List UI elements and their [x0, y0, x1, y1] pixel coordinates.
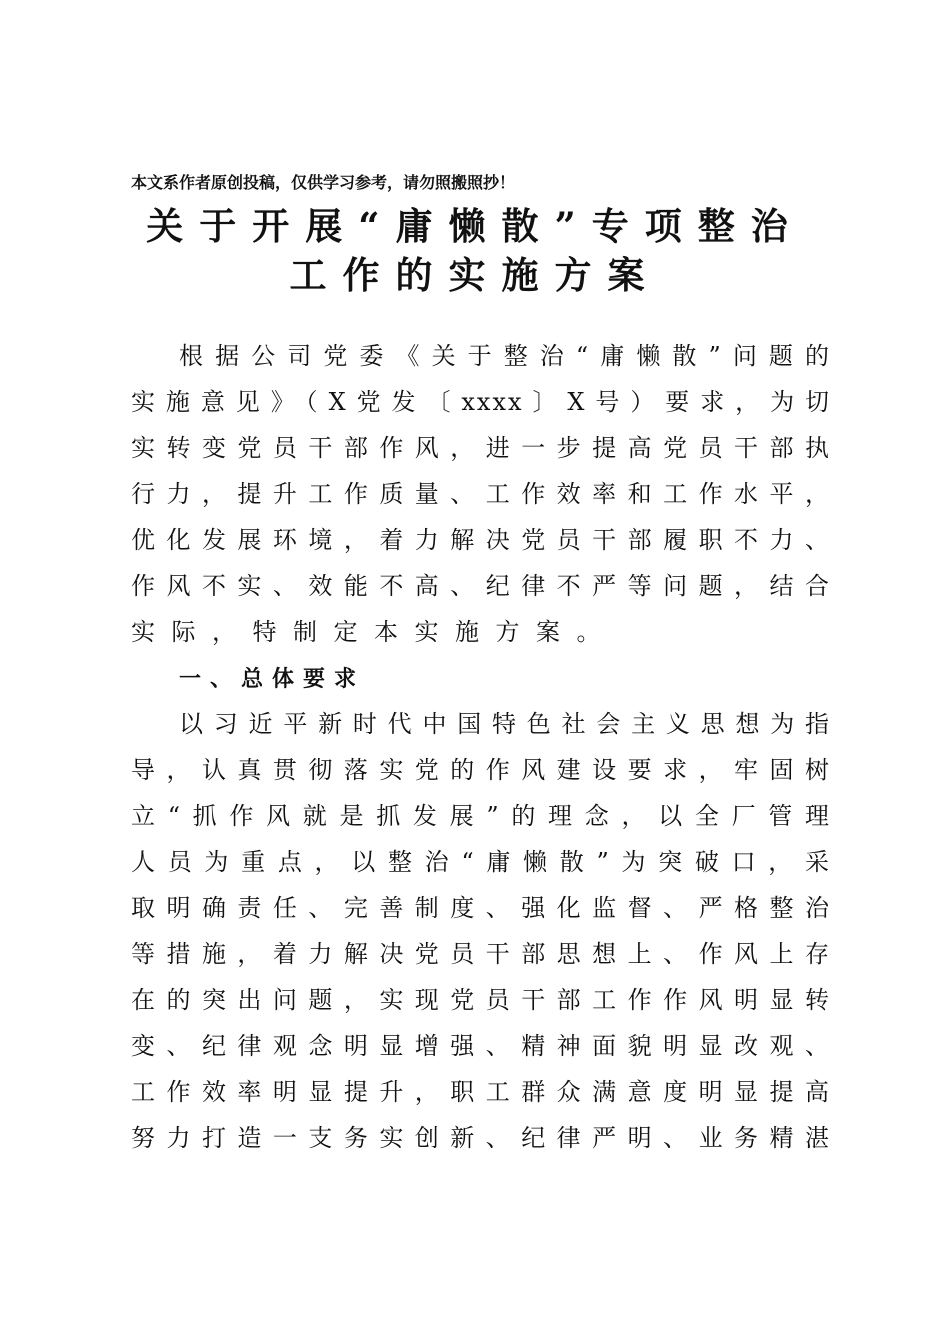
paragraph-line: 实施意见》（X党发〔xxxx〕X号）要求，为切 [131, 388, 831, 416]
section-paragraph [131, 701, 831, 1161]
paragraph-line: 努力打造一支务实创新、纪律严明、业务精湛 [131, 1124, 831, 1152]
paragraph-line: 以习近平新时代中国特色社会主义思想为指 [179, 710, 831, 738]
paragraph-line: 优化发展环境，着力解决党员干部履职不力、 [131, 526, 831, 554]
notice-text: 本文系作者原创投稿，仅供学习参考，请勿照搬照抄！ [131, 173, 516, 192]
paragraph-line: 导，认真贯彻落实党的作风建设要求，牢固树 [131, 756, 831, 784]
paragraph-line: 作风不实、效能不高、纪律不严等问题，结合 [131, 572, 831, 600]
section-heading: 一、总体要求 [179, 667, 366, 692]
paragraph-line: 行力，提升工作质量、工作效率和工作水平， [131, 480, 831, 508]
paragraph-line: 根据公司党委《关于整治“庸懒散”问题的 [179, 342, 831, 370]
paragraph-line: 等措施，着力解决党员干部思想上、作风上存 [131, 940, 831, 968]
paragraph-line: 实际，特制定本实施方案。 [131, 618, 617, 646]
paragraph-line: 变、纪律观念明显增强、精神面貌明显改观、 [131, 1032, 831, 1060]
document-title-line-1: 关于开展“庸懒散”专项整治 [146, 204, 804, 248]
paragraph-line: 在的突出问题，实现党员干部工作作风明显转 [131, 986, 831, 1014]
paragraph-line: 工作效率明显提升，职工群众满意度明显提高 [131, 1078, 831, 1106]
document-title-line-2: 工作的实施方案 [289, 253, 661, 297]
paragraph-line: 取明确责任、完善制度、强化监督、严格整治 [131, 894, 831, 922]
paragraph-line: 实转变党员干部作风，进一步提高党员干部执 [131, 434, 831, 462]
intro-paragraph [131, 333, 831, 655]
paragraph-line: 立“抓作风就是抓发展”的理念，以全厂管理 [131, 802, 831, 830]
paragraph-line: 人员为重点，以整治“庸懒散”为突破口，采 [131, 848, 831, 876]
